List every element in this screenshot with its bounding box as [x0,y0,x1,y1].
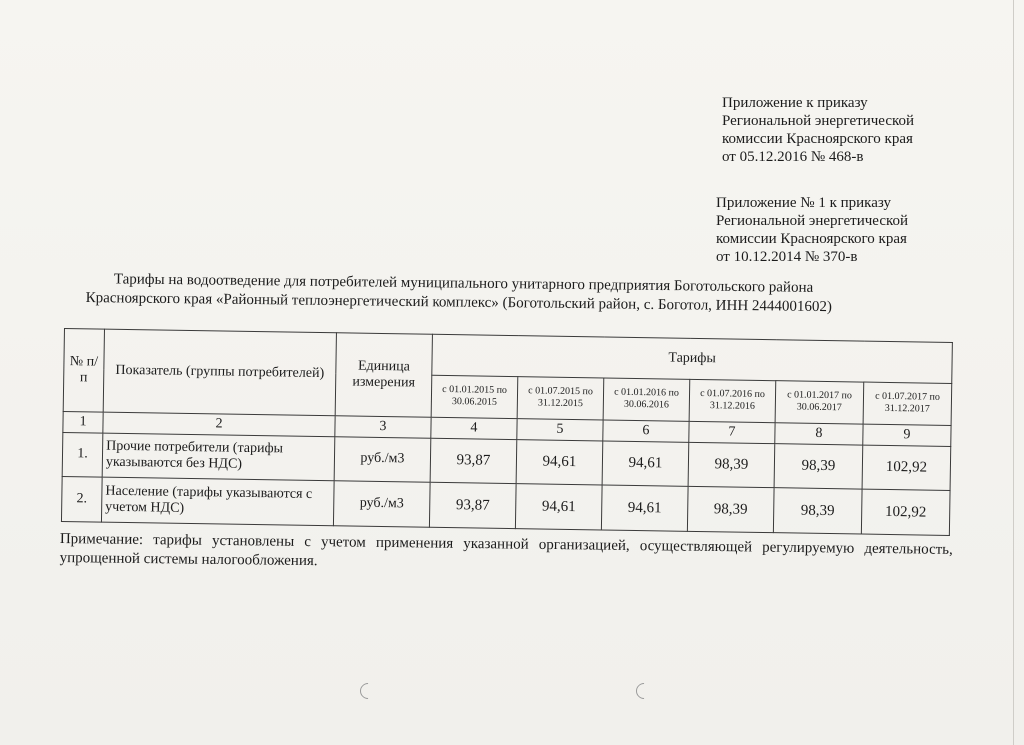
header-period: с 01.07.2016 по 31.12.2016 [689,379,776,423]
appendix-line: от 05.12.2016 № 468-в [722,149,864,165]
punch-hole-mark [633,680,656,703]
appendix-line: от 10.12.2014 № 370-в [716,249,858,265]
column-number: 9 [863,424,951,446]
tariff-value: 98,39 [774,443,863,489]
column-number: 8 [775,423,863,445]
tariff-value: 94,61 [602,441,689,487]
row-num: 1. [62,432,103,477]
appendix-current-order [722,94,914,166]
document-title [86,270,946,319]
header-period: с 01.01.2015 по 30.06.2015 [431,375,518,419]
row-unit: руб./м3 [333,481,430,527]
page-edge-line [1013,0,1014,745]
column-number: 6 [603,420,689,442]
row-indicator: Прочие потребители (тарифы указываются без НДС) [102,433,335,481]
column-number: 3 [335,416,431,438]
header-unit: Единица измерения [335,333,432,418]
punch-hole-mark [357,680,380,703]
column-number: 1 [63,412,103,433]
header-period: с 01.01.2016 по 30.06.2016 [603,378,690,422]
header-indicator: Показатель (группы потребителей) [103,329,336,416]
tariff-value: 98,39 [773,488,862,534]
tariff-value: 102,92 [861,489,950,535]
appendix-line: комиссии Красноярского края [722,131,913,147]
appendix-line: Региональной энергетической [716,213,909,229]
appendix-line: комиссии Красноярского края [716,231,907,247]
column-number: 2 [103,412,335,436]
appendix-line: Региональной энергетической [722,113,915,129]
column-number: 7 [689,422,775,444]
tariff-value: 94,61 [516,439,603,485]
column-number: 4 [431,418,517,440]
header-period: с 01.01.2017 по 30.06.2017 [775,380,864,424]
title-line-1: Тарифы на водоотведение для потребителей муниципального унитарного предприятия Боготольского района [113,271,814,296]
appendix-line: Приложение № 1 к приказу [716,195,891,211]
header-period: с 01.07.2015 по 31.12.2015 [517,376,604,420]
tariff-value: 93,87 [430,438,517,484]
row-indicator: Население (тарифы указываются с учетом НДС) [101,477,334,525]
tariff-value: 102,92 [862,445,951,491]
row-num: 2. [61,477,102,522]
header-tariffs: Тарифы [432,334,953,383]
appendix-original-order [716,194,908,266]
appendix-line: Приложение к приказу [722,95,868,111]
header-period: с 01.07.2017 по 31.12.2017 [863,382,952,426]
tariff-value: 98,39 [687,487,774,533]
column-number: 5 [517,419,603,441]
row-unit: руб./м3 [334,436,431,482]
note-paragraph: Примечание: тарифы установлены с учетом применения указанной организацией, осуществляющей регулируемую деятельность, упрощенной системы налогообложения. [59,530,953,570]
tariff-table [61,328,953,536]
tariff-value: 98,39 [688,442,775,488]
tariff-value: 94,61 [515,484,602,530]
header-num: № п/п [63,329,104,413]
tariff-value: 94,61 [601,485,688,531]
title-line-2: Красноярского края «Районный теплоэнергетический комплекс» (Боготольский район, с. Боготол, ИНН 2444001602) [85,289,833,316]
tariff-value: 93,87 [429,483,516,529]
